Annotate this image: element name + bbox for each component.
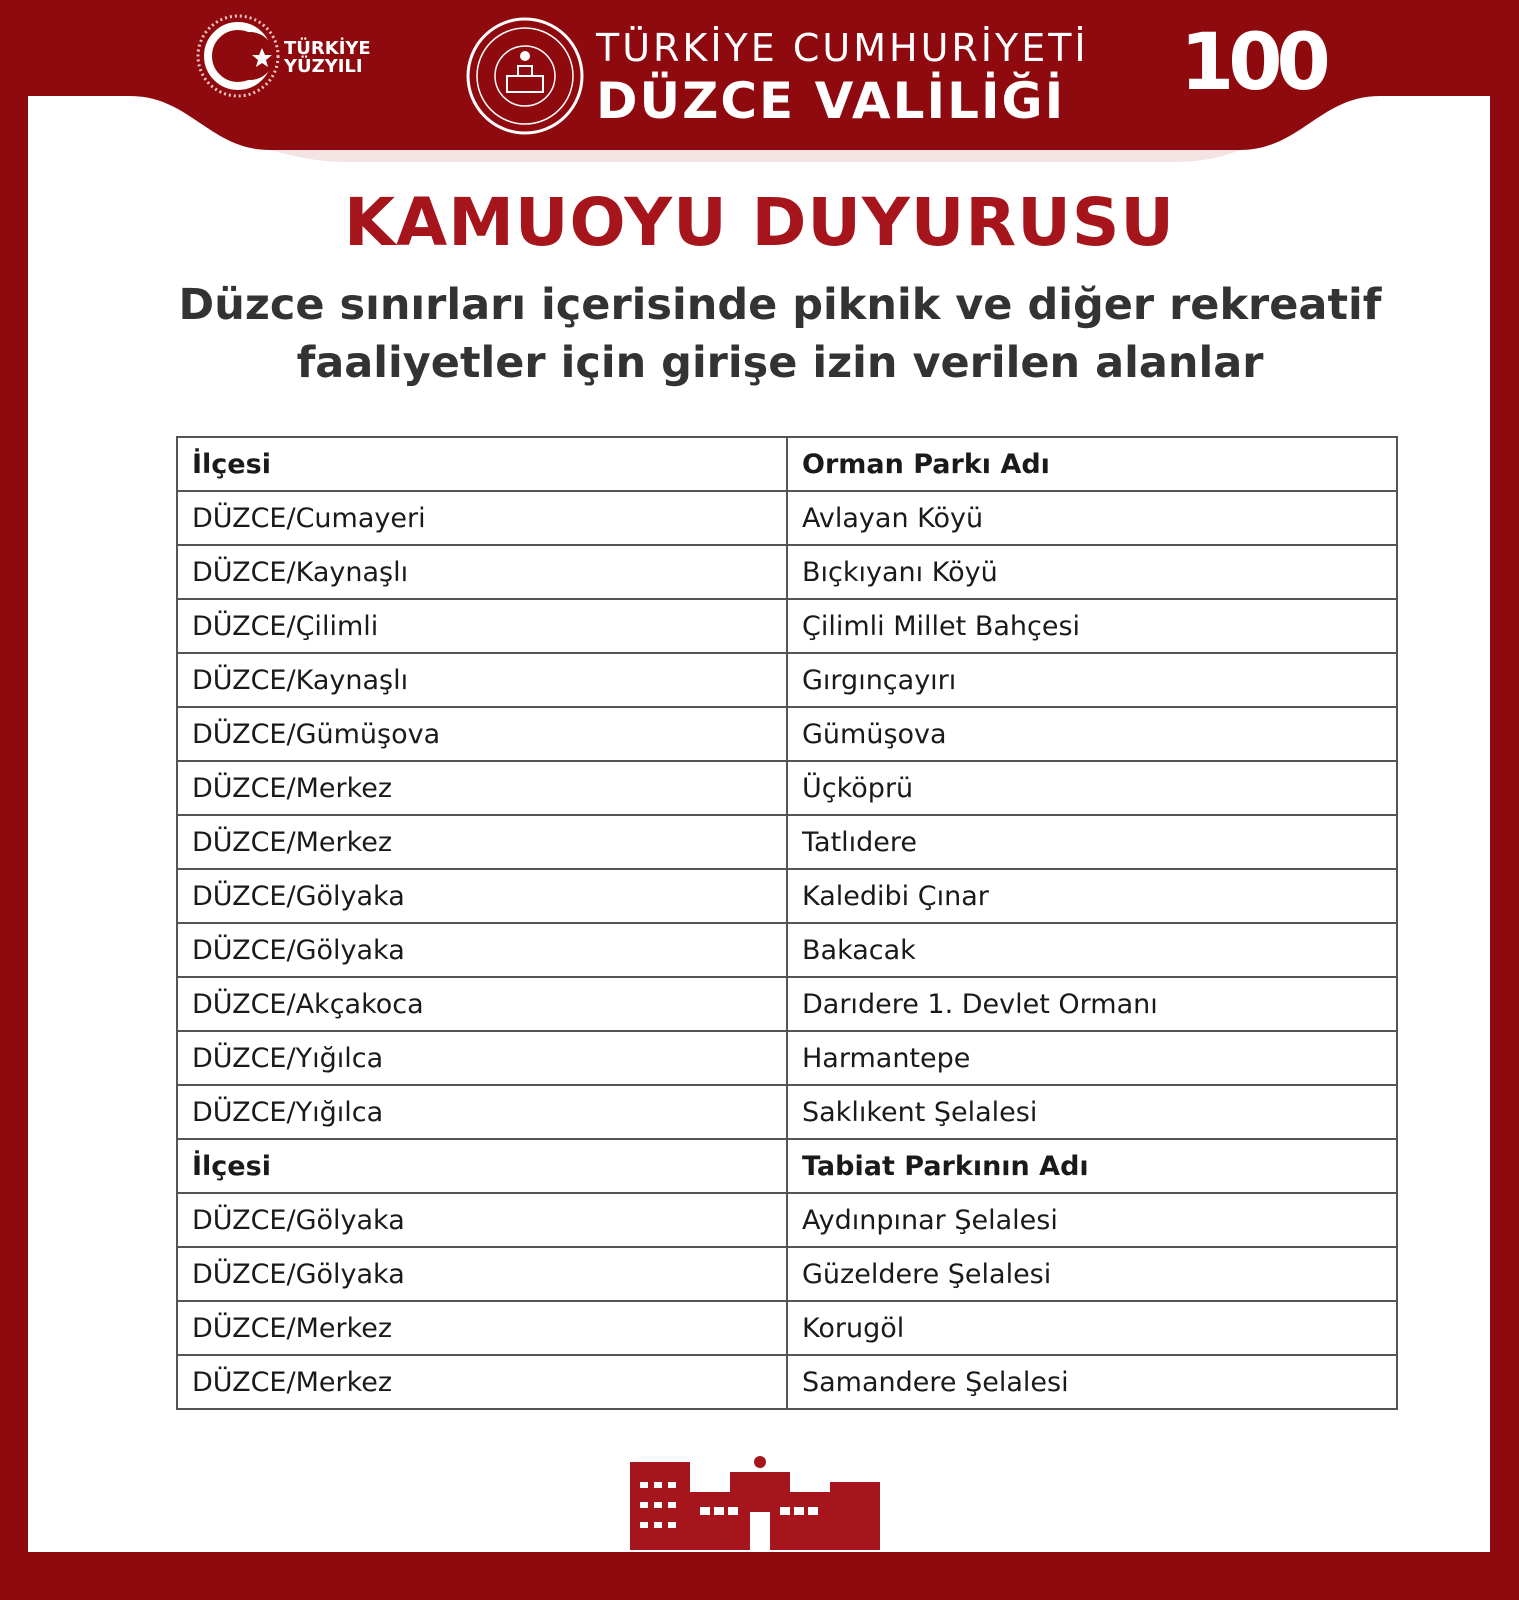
- column-header-park-name: Orman Parkı Adı: [787, 437, 1397, 491]
- district-cell: DÜZCE/Gölyaka: [177, 923, 787, 977]
- park-name-cell: Korugöl: [787, 1301, 1397, 1355]
- column-header-park-name: Tabiat Parkının Adı: [787, 1139, 1397, 1193]
- table-row: [177, 707, 1397, 761]
- table-row: [177, 1247, 1397, 1301]
- park-name-cell: Bakacak: [787, 923, 1397, 977]
- column-header-district: İlçesi: [177, 1139, 787, 1193]
- park-name-cell: Saklıkent Şelalesi: [787, 1085, 1397, 1139]
- park-name-cell: Gümüşova: [787, 707, 1397, 761]
- turkiye-yuzyili-line2: YÜZYILI: [284, 56, 363, 77]
- park-name-cell: Samandere Şelalesi: [787, 1355, 1397, 1409]
- table-row: [177, 491, 1397, 545]
- park-name-cell: Harmantepe: [787, 1031, 1397, 1085]
- parks-table: [176, 436, 1398, 1410]
- district-cell: DÜZCE/Merkez: [177, 1355, 787, 1409]
- table-row: [177, 1301, 1397, 1355]
- table-row: [177, 869, 1397, 923]
- district-cell: DÜZCE/Merkez: [177, 815, 787, 869]
- subtitle-line2: faaliyetler için girişe izin verilen alanlar: [296, 338, 1264, 388]
- table-row: [177, 923, 1397, 977]
- district-cell: DÜZCE/Çilimli: [177, 599, 787, 653]
- gov-line2: DÜZCE VALİLİĞİ: [596, 72, 1066, 130]
- table-row: [177, 1355, 1397, 1409]
- district-cell: DÜZCE/Merkez: [177, 761, 787, 815]
- park-name-cell: Güzeldere Şelalesi: [787, 1247, 1397, 1301]
- district-cell: DÜZCE/Gölyaka: [177, 1247, 787, 1301]
- table-header-row: [177, 437, 1397, 491]
- page-subtitle: [160, 276, 1400, 392]
- district-cell: DÜZCE/Yığılca: [177, 1031, 787, 1085]
- park-name-cell: Darıdere 1. Devlet Ormanı: [787, 977, 1397, 1031]
- district-cell: DÜZCE/Akçakoca: [177, 977, 787, 1031]
- table-row: [177, 761, 1397, 815]
- table-row: [177, 815, 1397, 869]
- turkiye-yuzyili-text: [284, 40, 371, 76]
- park-name-cell: Çilimli Millet Bahçesi: [787, 599, 1397, 653]
- table-row: [177, 653, 1397, 707]
- district-cell: DÜZCE/Gölyaka: [177, 1193, 787, 1247]
- district-cell: DÜZCE/Gümüşova: [177, 707, 787, 761]
- table-row: [177, 599, 1397, 653]
- anniversary-100-logo: 100: [1180, 18, 1325, 108]
- table-header-row: [177, 1139, 1397, 1193]
- subtitle-line1: Düzce sınırları içerisinde piknik ve diğer rekreatif: [178, 280, 1382, 330]
- park-name-cell: Avlayan Köyü: [787, 491, 1397, 545]
- table-row: [177, 1031, 1397, 1085]
- district-cell: DÜZCE/Cumayeri: [177, 491, 787, 545]
- park-name-cell: Aydınpınar Şelalesi: [787, 1193, 1397, 1247]
- governorship-building-icon: [630, 1452, 890, 1552]
- column-header-district: İlçesi: [177, 437, 787, 491]
- table-row: [177, 977, 1397, 1031]
- park-name-cell: Üçköprü: [787, 761, 1397, 815]
- park-name-cell: Gırgınçayırı: [787, 653, 1397, 707]
- table-row: [177, 1193, 1397, 1247]
- district-cell: DÜZCE/Merkez: [177, 1301, 787, 1355]
- park-name-cell: Tatlıdere: [787, 815, 1397, 869]
- park-name-cell: Kaledibi Çınar: [787, 869, 1397, 923]
- park-name-cell: Bıçkıyanı Köyü: [787, 545, 1397, 599]
- gov-line1: TÜRKİYE CUMHURİYETİ: [596, 26, 1089, 70]
- table-row: [177, 1085, 1397, 1139]
- district-cell: DÜZCE/Gölyaka: [177, 869, 787, 923]
- turkiye-yuzyili-line1: TÜRKİYE: [284, 38, 371, 59]
- table-row: [177, 545, 1397, 599]
- district-cell: DÜZCE/Kaynaşlı: [177, 545, 787, 599]
- district-cell: DÜZCE/Yığılca: [177, 1085, 787, 1139]
- district-cell: DÜZCE/Kaynaşlı: [177, 653, 787, 707]
- page-title: KAMUOYU DUYURUSU: [344, 184, 1175, 261]
